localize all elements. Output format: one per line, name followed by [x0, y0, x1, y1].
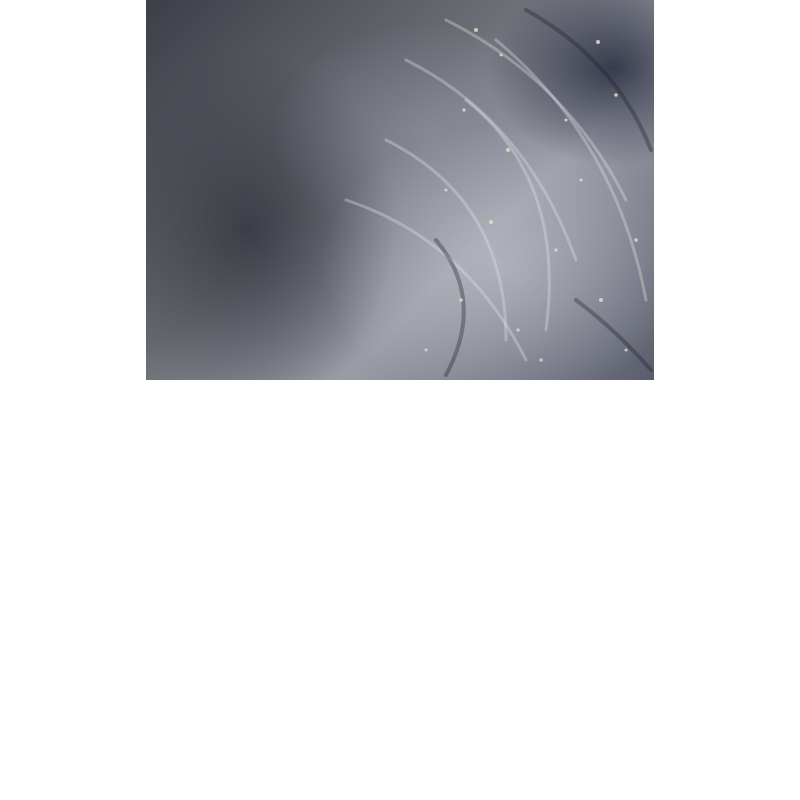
dominant-color-swatch	[146, 400, 654, 590]
swatch-notes	[164, 22, 432, 34]
hero-artwork	[146, 0, 654, 380]
color-swatch	[485, 610, 654, 800]
supporting-colors-row	[146, 610, 654, 800]
color-swatch	[146, 610, 315, 800]
color-swatch	[315, 610, 484, 800]
galaxy-artwork-image	[146, 0, 654, 380]
